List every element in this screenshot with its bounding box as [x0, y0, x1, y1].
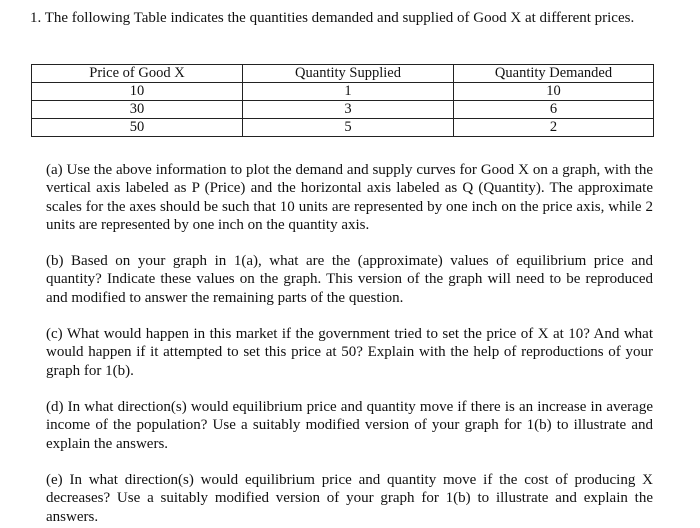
cell-price: 10 — [32, 83, 243, 101]
part-c — [30, 325, 653, 380]
part-e-text: (e) In what direction(s) would equilibrium price and quantity move if the cost of producing X decreases? Use a suitably modified version of your graph for 1(b) to illustrate and explain the answers. — [46, 472, 653, 525]
part-c-text: (c) What would happen in this market if the government tried to set the price of X at 10? And what would happen if it attempted to set this price at 50? Explain with the help of reproductions of your graph for 1(b). — [46, 326, 653, 379]
table-header-row — [32, 65, 654, 83]
header-quantity-demanded: Quantity Demanded — [454, 65, 654, 83]
cell-price: 30 — [32, 101, 243, 119]
part-a — [30, 161, 653, 235]
part-b-text: (b) Based on your graph in 1(a), what are the (approximate) values of equilibrium price and quantity? Indicate these values on the graph. This version of the graph will need to be reproduced and modified to answer the remaining parts of the question. — [46, 253, 653, 306]
cell-price: 50 — [32, 119, 243, 137]
cell-quantity-demanded: 6 — [454, 101, 654, 119]
part-a-text: (a) Use the above information to plot the demand and supply curves for Good X on a graph, with the vertical axis labeled as P (Price) and the horizontal axis labeled as Q (Quantity). The approximate scales for the axes should be such that 10 units are represented by one inch on the price axis, while 2 units are represented by one inch on the quantity axis. — [46, 162, 653, 234]
cell-quantity-supplied: 1 — [243, 83, 454, 101]
price-quantity-table — [31, 64, 654, 137]
part-b — [30, 252, 653, 307]
table-row — [32, 101, 654, 119]
cell-quantity-supplied: 3 — [243, 101, 454, 119]
cell-quantity-demanded: 10 — [454, 83, 654, 101]
cell-quantity-supplied: 5 — [243, 119, 454, 137]
part-d-text: (d) In what direction(s) would equilibrium price and quantity move if there is an increase in average income of the population? Use a suitably modified version of your graph for 1(b) to illustrate and explain the answers. — [46, 399, 653, 452]
header-price: Price of Good X — [32, 65, 243, 83]
question-intro: 1. The following Table indicates the quantities demanded and supplied of Good X at different prices. — [30, 10, 635, 26]
cell-quantity-demanded: 2 — [454, 119, 654, 137]
part-d — [30, 398, 653, 453]
part-e — [30, 471, 653, 526]
header-quantity-supplied: Quantity Supplied — [243, 65, 454, 83]
table-row — [32, 119, 654, 137]
table-row — [32, 83, 654, 101]
